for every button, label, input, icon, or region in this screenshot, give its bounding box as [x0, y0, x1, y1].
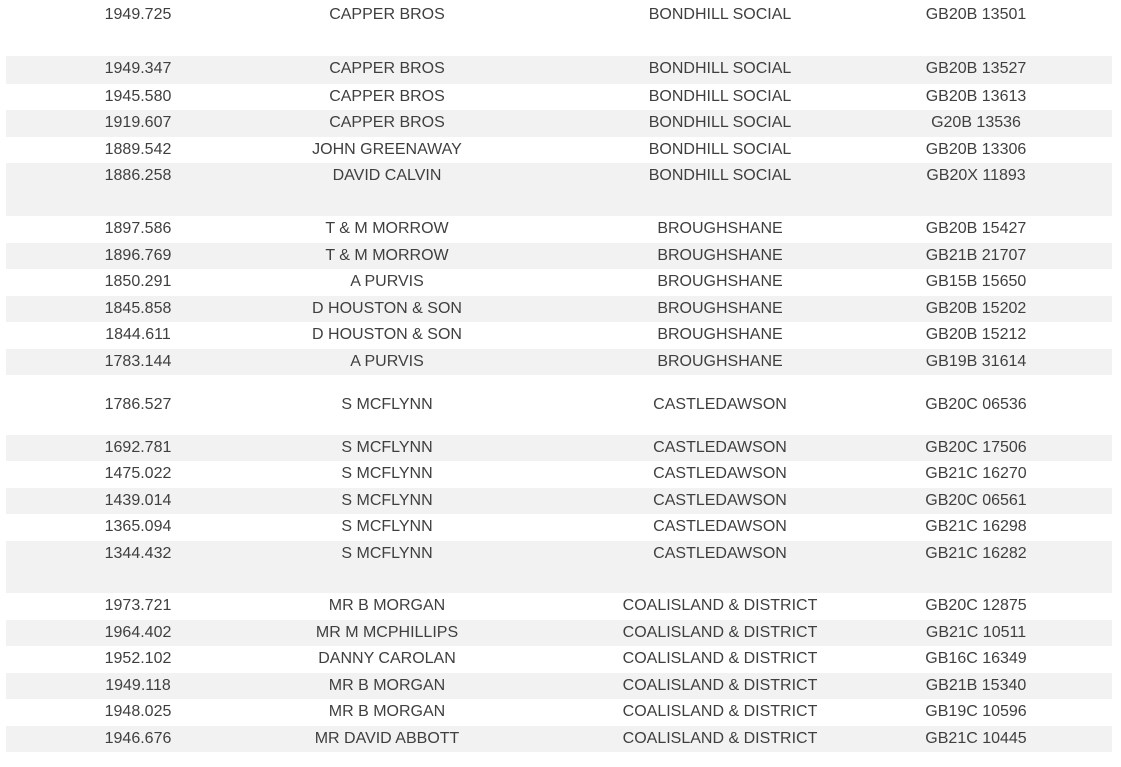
ring-cell: GB21C 16270 [925, 465, 1027, 482]
score-cell: 1964.402 [104, 624, 172, 641]
club-cell: CASTLEDAWSON [653, 518, 787, 535]
club-cell: BONDHILL SOCIAL [648, 141, 792, 158]
table-row [6, 541, 1112, 593]
club-cell: BONDHILL SOCIAL [648, 6, 792, 23]
club-cell: COALISLAND & DISTRICT [622, 730, 818, 747]
score-cell: 1952.102 [104, 650, 172, 667]
fancier-cell: T & M MORROW [325, 220, 449, 237]
score-cell: 1945.580 [104, 88, 172, 105]
club-cell: BONDHILL SOCIAL [648, 60, 792, 77]
club-cell: CASTLEDAWSON [653, 465, 787, 482]
fancier-cell: A PURVIS [350, 353, 424, 370]
table-row [6, 488, 1112, 514]
table-row [6, 349, 1112, 375]
table-row [6, 269, 1112, 296]
club-cell: CASTLEDAWSON [653, 396, 787, 413]
results-table [6, 2, 1112, 752]
ring-cell: GB21B 21707 [925, 247, 1027, 264]
score-cell: 1948.025 [104, 703, 172, 720]
table-row [6, 593, 1112, 620]
fancier-cell: S MCFLYNN [341, 465, 433, 482]
score-cell: 1949.725 [104, 6, 172, 23]
fancier-cell: MR M MCPHILLIPS [315, 624, 459, 641]
fancier-cell: S MCFLYNN [341, 518, 433, 535]
ring-cell: GB20C 06536 [925, 396, 1027, 413]
club-cell: COALISLAND & DISTRICT [622, 650, 818, 667]
table-row [6, 56, 1112, 84]
ring-cell: GB20B 13501 [925, 6, 1027, 23]
table-row [6, 620, 1112, 646]
club-cell: BROUGHSHANE [657, 353, 783, 370]
ring-cell: GB21C 16298 [925, 518, 1027, 535]
fancier-cell: JOHN GREENAWAY [312, 141, 462, 158]
club-cell: BONDHILL SOCIAL [648, 114, 792, 131]
ring-cell: GB20B 15202 [925, 300, 1027, 317]
score-cell: 1949.347 [104, 60, 172, 77]
table-row [6, 137, 1112, 163]
score-cell: 1886.258 [104, 167, 172, 184]
club-cell: CASTLEDAWSON [653, 545, 787, 562]
ring-cell: GB20B 13527 [925, 60, 1027, 77]
table-row [6, 163, 1112, 216]
table-row [6, 514, 1112, 541]
ring-cell: GB20B 13613 [925, 88, 1027, 105]
fancier-cell: CAPPER BROS [329, 88, 445, 105]
ring-cell: GB20B 13306 [925, 141, 1027, 158]
score-cell: 1949.118 [105, 677, 171, 694]
table-row [6, 322, 1112, 349]
club-cell: COALISLAND & DISTRICT [622, 624, 818, 641]
club-cell: BROUGHSHANE [657, 300, 783, 317]
ring-cell: GB20C 06561 [925, 492, 1027, 509]
club-cell: BONDHILL SOCIAL [648, 167, 792, 184]
table-row [6, 435, 1112, 461]
ring-cell: GB21C 10511 [925, 624, 1027, 641]
fancier-cell: T & M MORROW [325, 247, 449, 264]
ring-cell: GB19B 31614 [925, 353, 1027, 370]
fancier-cell: CAPPER BROS [329, 6, 445, 23]
score-cell: 1897.586 [104, 220, 172, 237]
ring-cell: GB19C 10596 [925, 703, 1027, 720]
club-cell: BROUGHSHANE [657, 326, 783, 343]
ring-cell: GB16C 16349 [925, 650, 1027, 667]
club-cell: COALISLAND & DISTRICT [622, 677, 818, 694]
score-cell: 1919.607 [104, 114, 172, 131]
club-cell: BROUGHSHANE [657, 273, 783, 290]
table-row [6, 673, 1112, 699]
fancier-cell: S MCFLYNN [341, 439, 433, 456]
club-cell: COALISLAND & DISTRICT [622, 703, 818, 720]
score-cell: 1946.676 [104, 730, 172, 747]
score-cell: 1896.769 [104, 247, 172, 264]
score-cell: 1973.721 [104, 597, 172, 614]
ring-cell: GB20C 12875 [925, 597, 1027, 614]
score-cell: 1844.611 [105, 326, 171, 343]
club-cell: BONDHILL SOCIAL [648, 88, 792, 105]
score-cell: 1889.542 [104, 141, 172, 158]
club-cell: CASTLEDAWSON [653, 439, 787, 456]
score-cell: 1439.014 [104, 492, 172, 509]
score-cell: 1365.094 [104, 518, 172, 535]
table-row [6, 2, 1112, 56]
score-cell: 1344.432 [104, 545, 172, 562]
fancier-cell: MR B MORGAN [328, 703, 446, 720]
ring-cell: GB20B 15427 [925, 220, 1027, 237]
fancier-cell: S MCFLYNN [341, 545, 433, 562]
fancier-cell: MR DAVID ABBOTT [314, 730, 460, 747]
ring-cell: GB20X 11893 [926, 167, 1026, 184]
ring-cell: GB15B 15650 [925, 273, 1027, 290]
score-cell: 1783.144 [104, 353, 172, 370]
table-row [6, 296, 1112, 322]
table-row [6, 726, 1112, 752]
score-cell: 1845.858 [104, 300, 172, 317]
score-cell: 1475.022 [104, 465, 172, 482]
ring-cell: GB21B 15340 [925, 677, 1027, 694]
club-cell: CASTLEDAWSON [653, 492, 787, 509]
fancier-cell: MR B MORGAN [328, 597, 446, 614]
ring-cell: GB20C 17506 [925, 439, 1027, 456]
fancier-cell: A PURVIS [350, 273, 424, 290]
table-row [6, 243, 1112, 269]
fancier-cell: DAVID CALVIN [332, 167, 442, 184]
ring-cell: GB20B 15212 [925, 326, 1027, 343]
table-row [6, 216, 1112, 243]
ring-cell: GB21C 10445 [925, 730, 1027, 747]
score-cell: 1850.291 [104, 273, 172, 290]
table-row [6, 699, 1112, 726]
club-cell: BROUGHSHANE [657, 220, 783, 237]
ring-cell: G20B 13536 [931, 114, 1021, 131]
fancier-cell: S MCFLYNN [341, 396, 433, 413]
table-row [6, 646, 1112, 673]
fancier-cell: CAPPER BROS [329, 114, 445, 131]
fancier-cell: MR B MORGAN [328, 677, 446, 694]
club-cell: COALISLAND & DISTRICT [622, 597, 818, 614]
fancier-cell: D HOUSTON & SON [312, 300, 462, 317]
fancier-cell: D HOUSTON & SON [312, 326, 462, 343]
fancier-cell: S MCFLYNN [341, 492, 433, 509]
table-row [6, 375, 1112, 435]
fancier-cell: CAPPER BROS [329, 60, 445, 77]
score-cell: 1786.527 [104, 396, 172, 413]
ring-cell: GB21C 16282 [925, 545, 1027, 562]
table-row [6, 461, 1112, 488]
club-cell: BROUGHSHANE [657, 247, 783, 264]
table-row [6, 84, 1112, 110]
table-row [6, 110, 1112, 137]
score-cell: 1692.781 [104, 439, 172, 456]
fancier-cell: DANNY CAROLAN [318, 650, 456, 667]
